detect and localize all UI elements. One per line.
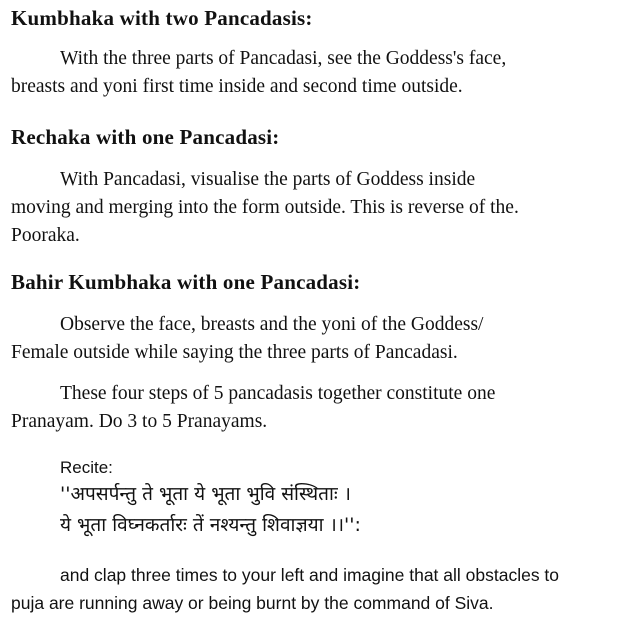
closing-line: puja are running away or being burnt by the command of Siva. (11, 593, 494, 613)
paragraph-line: These four steps of 5 pancadasis together constitute one (60, 383, 496, 404)
paragraph-rechaka (11, 166, 621, 250)
paragraph-line: Pranayam. Do 3 to 5 Pranayams. (11, 411, 268, 432)
recite-label: Recite: (60, 458, 113, 477)
section-heading-kumbhaka: Kumbhaka with two Pancadasis: (11, 6, 313, 30)
paragraph-line: and clap three times to your left and imagine that all obstacles to (60, 565, 560, 585)
section-heading-rechaka: Rechaka with one Pancadasi: (11, 125, 280, 149)
paragraph-kumbhaka (11, 45, 621, 101)
section-heading-bahir-kumbhaka: Bahir Kumbhaka with one Pancadasi: (11, 270, 361, 294)
paragraph-line: Pooraka. (11, 225, 80, 246)
sanskrit-verse-line: ये भूता विघ्नकर्तारः तें नश्यन्तु शिवाज्ञया ।।'': (60, 514, 361, 536)
paragraph-line: With the three parts of Pancadasi, see the Goddess's face, (60, 48, 507, 69)
closing-line (11, 562, 559, 589)
paragraph-line: Observe the face, breasts and the yoni of the Goddess/ (60, 314, 484, 335)
paragraph-line: breasts and yoni first time inside and second time outside. (11, 76, 463, 97)
sanskrit-verse-line: ''अपसर्पन्तु ते भूता ये भूता भुवि संस्थिताः । (60, 483, 351, 505)
paragraph-bahir-kumbhaka (11, 311, 621, 367)
paragraph-line: moving and merging into the form outside. This is reverse of the. (11, 197, 519, 218)
paragraph-line: With Pancadasi, visualise the parts of Goddess inside (60, 169, 476, 190)
paragraph-line: Female outside while saying the three parts of Pancadasi. (11, 342, 458, 363)
paragraph-steps (11, 380, 621, 436)
